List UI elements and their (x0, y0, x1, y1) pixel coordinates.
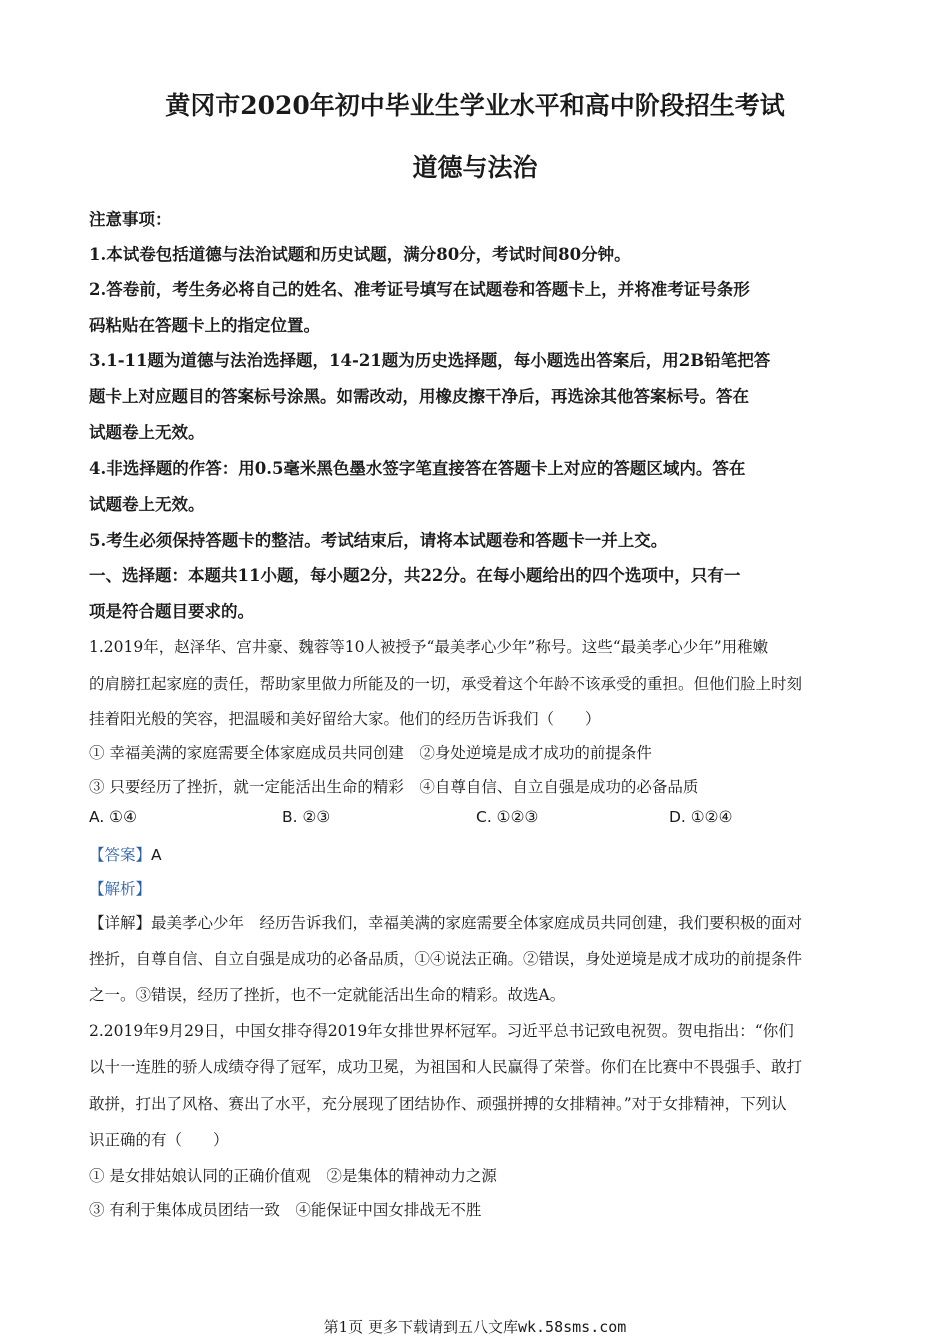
detail-text: 最美孝心少年 经历告诉我们，幸福美满的家庭需要全体家庭成员共同创建，我们要积极的面对 (151, 914, 803, 932)
footer-url[interactable]: wk.58sms.com (517, 1318, 627, 1336)
q2-stem: 以十一连胜的骄人成绩夺得了冠军，成功卫冕，为祖国和人民赢得了荣誉。你们在比赛中不畏强手、敢打 (89, 1058, 803, 1076)
q1-statement: ① 幸福美满的家庭需要全体家庭成员共同创建 ②身处逆境是成才成功的前提条件 (89, 744, 652, 762)
q2-stem: 2.2019年9月29日，中国女排夺得2019年女排世界杯冠军。习近平总书记致电祝贺。贺电指出：“你们 (89, 1022, 794, 1040)
q1-statement: ③ 只要经历了挫折，就一定能活出生命的精彩 ④自尊自信、自立自强是成功的必备品质 (89, 778, 699, 796)
exam-title: 黄冈市2020年初中毕业生学业水平和高中阶段招生考试 (165, 91, 785, 120)
q1-stem: 1.2019年，赵泽华、宫井豪、魏蓉等10人被授予“最美孝心少年”称号。这些“最美孝心少年”用稚嫩 (89, 638, 769, 656)
section-heading: 项是符合题目要求的。 (89, 602, 254, 621)
notice-line: 4.非选择题的作答：用0.5毫米黑色墨水签字笔直接答在答题卡上对应的答题区域内。答在 (89, 459, 746, 478)
page-footer (0, 1316, 950, 1337)
q2-statement: ③ 有利于集体成员团结一致 ④能保证中国女排战无不胜 (89, 1201, 482, 1219)
q1-option-c: C. ①②③ (476, 808, 539, 826)
notice-line: 2.答卷前，考生务必将自己的姓名、准考证号填写在试题卷和答题卡上，并将准考证号条形 (89, 280, 750, 299)
section-heading: 一、选择题：本题共11小题，每小题2分，共22分。在每小题给出的四个选项中，只有一 (89, 566, 741, 585)
notice-line: 试题卷上无效。 (89, 495, 205, 514)
q2-stem: 敢拼，打出了风格、赛出了水平，充分展现了团结协作、顽强拼搏的女排精神。”对于女排精神，下列认 (89, 1095, 787, 1113)
q1-answer (89, 843, 869, 865)
notice-line: 5.考生必须保持答题卡的整洁。考试结束后，请将本试题卷和答题卡一并上交。 (89, 531, 668, 550)
q2-statement: ① 是女排姑娘认同的正确价值观 ②是集体的精神动力之源 (89, 1167, 497, 1185)
notice-line: 码粘贴在答题卡上的指定位置。 (89, 316, 320, 335)
q1-detail: 挫折，自尊自信、自立自强是成功的必备品质，①④说法正确。②错误，身处逆境是成才成功的前提条件 (89, 950, 803, 968)
q1-stem: 挂着阳光般的笑容，把温暖和美好留给大家。他们的经历告诉我们（ ） (89, 710, 601, 728)
notice-line: 题卡上对应题目的答案标号涂黑。如需改动，用橡皮擦干净后，再选涂其他答案标号。答在 (89, 387, 749, 406)
footer-text: 第1页 更多下载请到五八文库 (323, 1318, 518, 1336)
q1-stem: 的肩膀扛起家庭的责任，帮助家里做力所能及的一切，承受着这个年龄不该承受的重担。但他们脸上时刻 (89, 675, 803, 693)
q1-option-b: B. ②③ (282, 808, 331, 826)
q2-stem: 识正确的有（ ） (89, 1131, 229, 1149)
notice-line: 1.本试卷包括道德与法治试题和历史试题，满分80分，考试时间80分钟。 (89, 245, 631, 264)
q1-detail: 之一。③错误，经历了挫折，也不一定就能活出生命的精彩。故选A。 (89, 986, 566, 1004)
answer-value: A (151, 846, 162, 864)
subject-title: 道德与法治 (412, 153, 538, 182)
detail-label: 【详解】 (89, 914, 152, 932)
answer-label: 【答案】 (89, 846, 152, 864)
notice-line: 试题卷上无效。 (89, 423, 205, 442)
notice-line: 3.1-11题为道德与法治选择题，14-21题为历史选择题，每小题选出答案后，用2B铅笔把答 (89, 351, 771, 370)
q1-detail (89, 911, 869, 933)
q1-option-a: A. ①④ (89, 808, 137, 826)
q1-option-d: D. ①②④ (669, 808, 733, 826)
analysis-label: 【解析】 (89, 880, 152, 898)
notice-heading: 注意事项： (89, 210, 172, 229)
